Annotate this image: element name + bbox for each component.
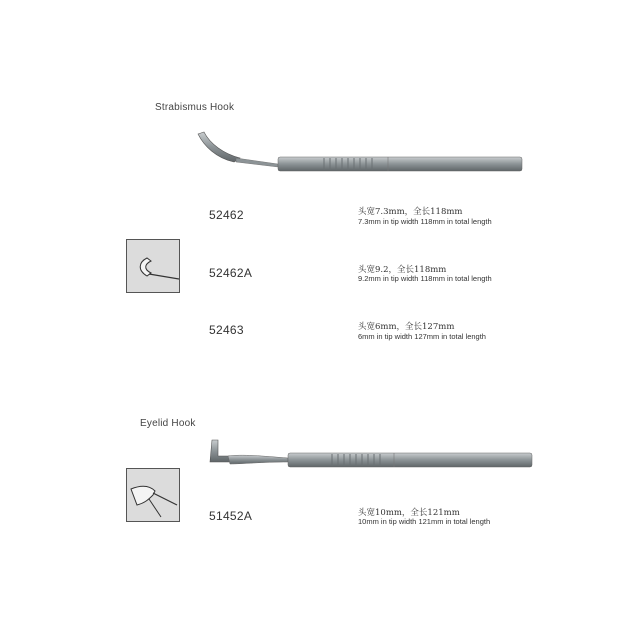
spec-english: 9.2mm in tip width 118mm in total length	[358, 274, 492, 283]
spec-chinese: 头宽10mm，全长121mm	[358, 508, 460, 518]
eyelid-hook-tip-thumbnail	[126, 468, 180, 522]
spec-english: 6mm in tip width 127mm in total length	[358, 332, 486, 341]
product-code: 52463	[209, 323, 244, 337]
product-code: 51452A	[209, 509, 253, 523]
section-title-eyelid-hook: Eyelid Hook	[140, 418, 196, 429]
spec-english: 7.3mm in tip width 118mm in total length	[358, 217, 492, 226]
product-code: 52462	[209, 208, 244, 222]
spec-chinese: 头宽9.2，全长118mm	[358, 265, 447, 275]
section-title-strabismus-hook: Strabismus Hook	[155, 102, 235, 113]
strabismus-hook-tip-thumbnail	[126, 239, 180, 293]
eyelid-hook-image	[202, 438, 534, 472]
spec-english: 10mm in tip width 121mm in total length	[358, 517, 491, 526]
spec-chinese: 头宽7.3mm，全长118mm	[358, 207, 463, 217]
spec-chinese: 头宽6mm，全长127mm	[358, 322, 455, 332]
strabismus-hook-image	[196, 128, 526, 178]
product-code: 52462A	[209, 266, 253, 280]
